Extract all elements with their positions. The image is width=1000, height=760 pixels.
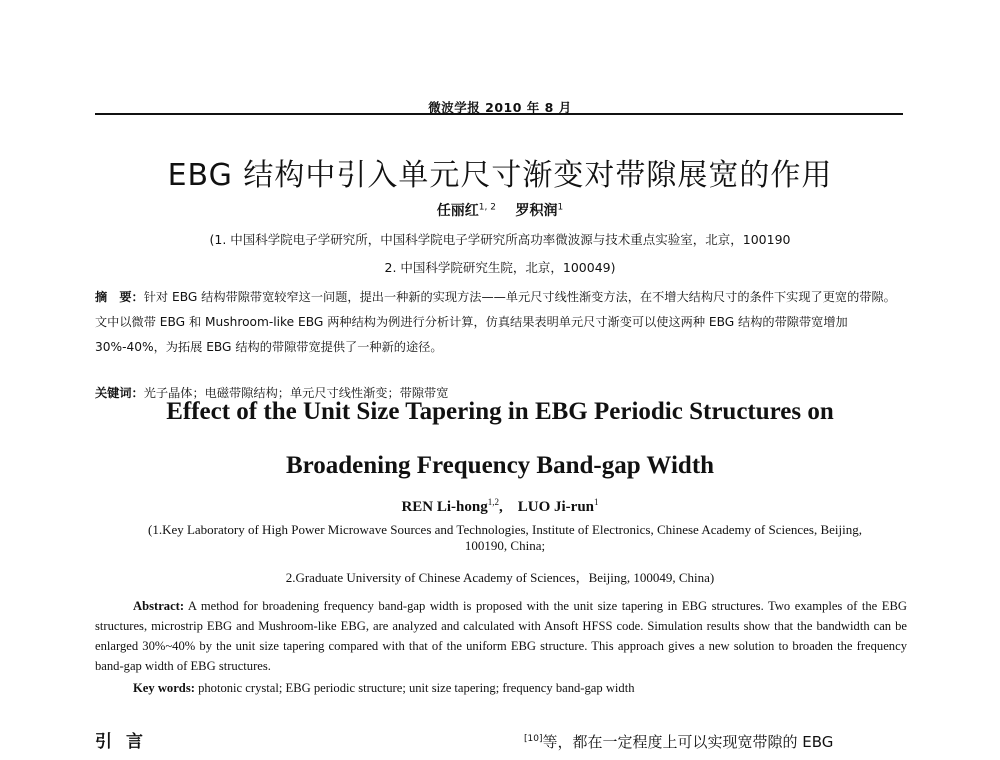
english-affiliation-2: 2.Graduate University of Chinese Academy of Sciences，Beijing, 100049, China)	[285, 570, 715, 585]
english-keywords	[133, 681, 903, 696]
english-affiliation-1: (1.Key Laboratory of High Power Microwave Sources and Technologies, Institute of Electronics, Chinese Academy of Sciences, Beijing, 100190, China;	[147, 522, 863, 553]
chinese-authors	[0, 200, 1000, 220]
english-author-separator: ,	[499, 499, 503, 515]
english-author-2-affil: 1	[594, 497, 599, 507]
chinese-title: EBG 结构中引入单元尺寸渐变对带隙展宽的作用	[167, 158, 833, 193]
chinese-abstract-label: 摘 要：	[95, 290, 144, 304]
english-title-line-1: Effect of the Unit Size Tapering in EBG Periodic Structures on	[166, 398, 834, 425]
body-text-right-column	[524, 731, 914, 752]
chinese-author-2: 罗积润	[515, 203, 558, 219]
chinese-affiliation-2: 2. 中国科学院研究生院，北京，100049)	[384, 260, 616, 275]
english-abstract	[95, 596, 907, 676]
chinese-author-2-affil: 1	[557, 202, 564, 213]
chinese-author-1-affil: 1, 2	[478, 202, 496, 213]
section-heading-introduction: 引言	[95, 732, 157, 752]
english-author-1: REN Li-hong	[401, 499, 488, 515]
chinese-author-1: 任丽红	[436, 203, 479, 219]
english-keywords-label: Key words:	[133, 681, 195, 695]
chinese-abstract	[95, 285, 907, 360]
chinese-abstract-text: 针对 EBG 结构带隙带宽较窄这一问题，提出一种新的实现方法——单元尺寸线性渐变方法，在不增大结构尺寸的条件下实现了更宽的带隙。文中以微带 EBG 和 Mushroom-like EBG 两种结构为例进行分析计算，仿真结果表明单元尺寸渐变可以使这两种 EBG 结构的带隙带宽增加 30%-40%，为拓展 EBG 结构的带隙带宽提供了一种新的途径。	[95, 290, 896, 354]
chinese-keywords-text: 光子晶体；电磁带隙结构；单元尺寸线性渐变；带隙带宽	[143, 386, 449, 400]
body-text-line: 等，都在一定程度上可以实现宽带隙的 EBG	[542, 733, 834, 751]
header-rule	[95, 113, 903, 115]
chinese-affiliation-1: (1. 中国科学院电子学研究所，中国科学院电子学研究所高功率微波源与技术重点实验室，北京，100190	[209, 232, 791, 247]
english-title-line-2: Broadening Frequency Band-gap Width	[285, 452, 715, 479]
journal-header: 微波学报 2010 年 8 月	[428, 100, 572, 115]
english-keywords-text: photonic crystal; EBG periodic structure; unit size tapering; frequency band-gap width	[194, 681, 635, 695]
english-author-2: LUO Ji-run	[517, 499, 595, 515]
english-abstract-label: Abstract:	[133, 599, 185, 613]
english-authors	[0, 497, 1000, 516]
chinese-keywords-label: 关键词：	[95, 386, 144, 400]
citation-ref: [10]	[524, 734, 543, 744]
english-author-1-affil: 1,2	[487, 497, 499, 507]
english-abstract-text: A method for broadening frequency band-gap width is proposed with the unit size tapering in EBG structures. Two examples of the EBG structures, microstrip EBG and Mushroom-like EBG, are analyzed and calculated with Ansoft HFSS code. Simulation results show that the bandwidth can be enlarged 30%~40% by the unit size tapering compared with that of the uniform EBG structure. This approach gives a new solution to broaden the frequency band-gap width of EBG structures.	[95, 599, 907, 673]
